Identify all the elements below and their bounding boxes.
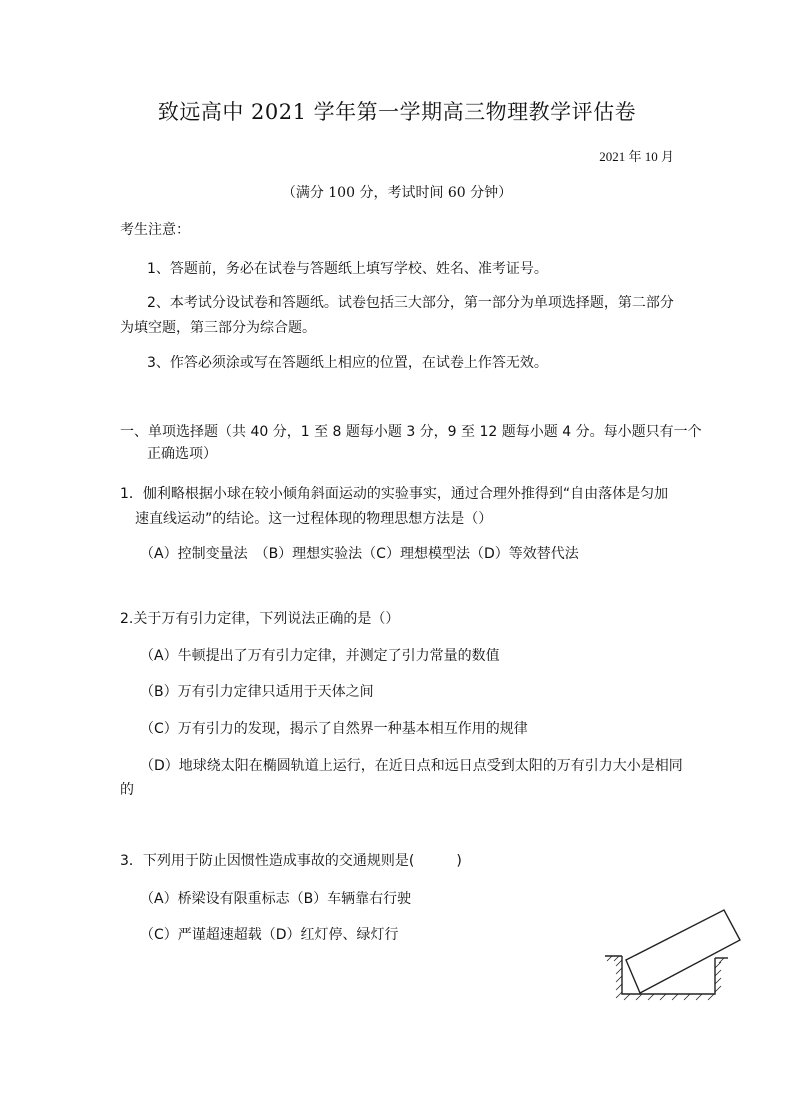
notice-item-2-line-2: 为填空题，第三部分为综合题。 [120, 320, 316, 336]
question-2-option-d-line-2: 的 [120, 782, 134, 798]
notice-item-2-line-1: 2、本考试分设试卷和答题纸。试卷包括三大部分，第一部分为单项选择题，第二部分 [147, 295, 674, 311]
question-2-option-c: （C）万有引力的发现，揭示了自然界一种基本相互作用的规律 [140, 721, 528, 737]
question-2-stem: 2.关于万有引力定律，下列说法正确的是（） [120, 611, 400, 627]
exam-title: 致远高中 2021 学年第一学期高三物理教学评估卷 [157, 100, 637, 124]
question-2-option-d-line-1: （D）地球绕太阳在椭圆轨道上运行，在近日点和远日点受到太阳的万有引力大小是相同 [140, 758, 683, 774]
question-1-stem-line-1: 1．伽利略根据小球在较小倾角斜面运动的实验事实，通过合理外推得到“自由落体是匀加 [120, 486, 669, 502]
section-1-heading-line-2: 正确选项） [147, 446, 217, 462]
question-2-option-b: （B）万有引力定律只适用于天体之间 [140, 684, 374, 700]
question-3-stem: 3．下列用于防止因惯性造成事故的交通规则是( ) [120, 853, 462, 869]
notice-heading: 考生注意： [120, 222, 190, 238]
score-and-time: （满分 100 分，考试时间 60 分钟） [281, 185, 513, 201]
section-1-heading-line-1: 一、单项选择题（共 40 分，1 至 8 题每小题 3 分，9 至 12 题每小题 4 分。每小题只有一个 [120, 424, 702, 440]
question-1-stem-line-2: 速直线运动”的结论。这一过程体现的物理思想方法是（） [135, 511, 493, 527]
question-3-options-line-2: （C）严谨超速超载（D）红灯停、绿灯行 [140, 927, 399, 943]
question-2-option-a: （A）牛顿提出了万有引力定律，并测定了引力常量的数值 [140, 648, 500, 664]
notice-item-1: 1、答题前，务必在试卷与答题纸上填写学校、姓名、准考证号。 [147, 261, 548, 277]
exam-date: 2021 年 10 月 [599, 149, 674, 164]
notice-item-3: 3、作答必须涂或写在答题纸上相应的位置，在试卷上作答无效。 [147, 355, 548, 371]
board-leaning-in-box-figure [600, 898, 750, 1003]
question-1-options: （A）控制变量法 （B）理想实验法（C）理想模型法（D）等效替代法 [140, 546, 579, 562]
question-3-options-line-1: （A）桥梁设有限重标志（B）车辆靠右行驶 [140, 891, 412, 907]
